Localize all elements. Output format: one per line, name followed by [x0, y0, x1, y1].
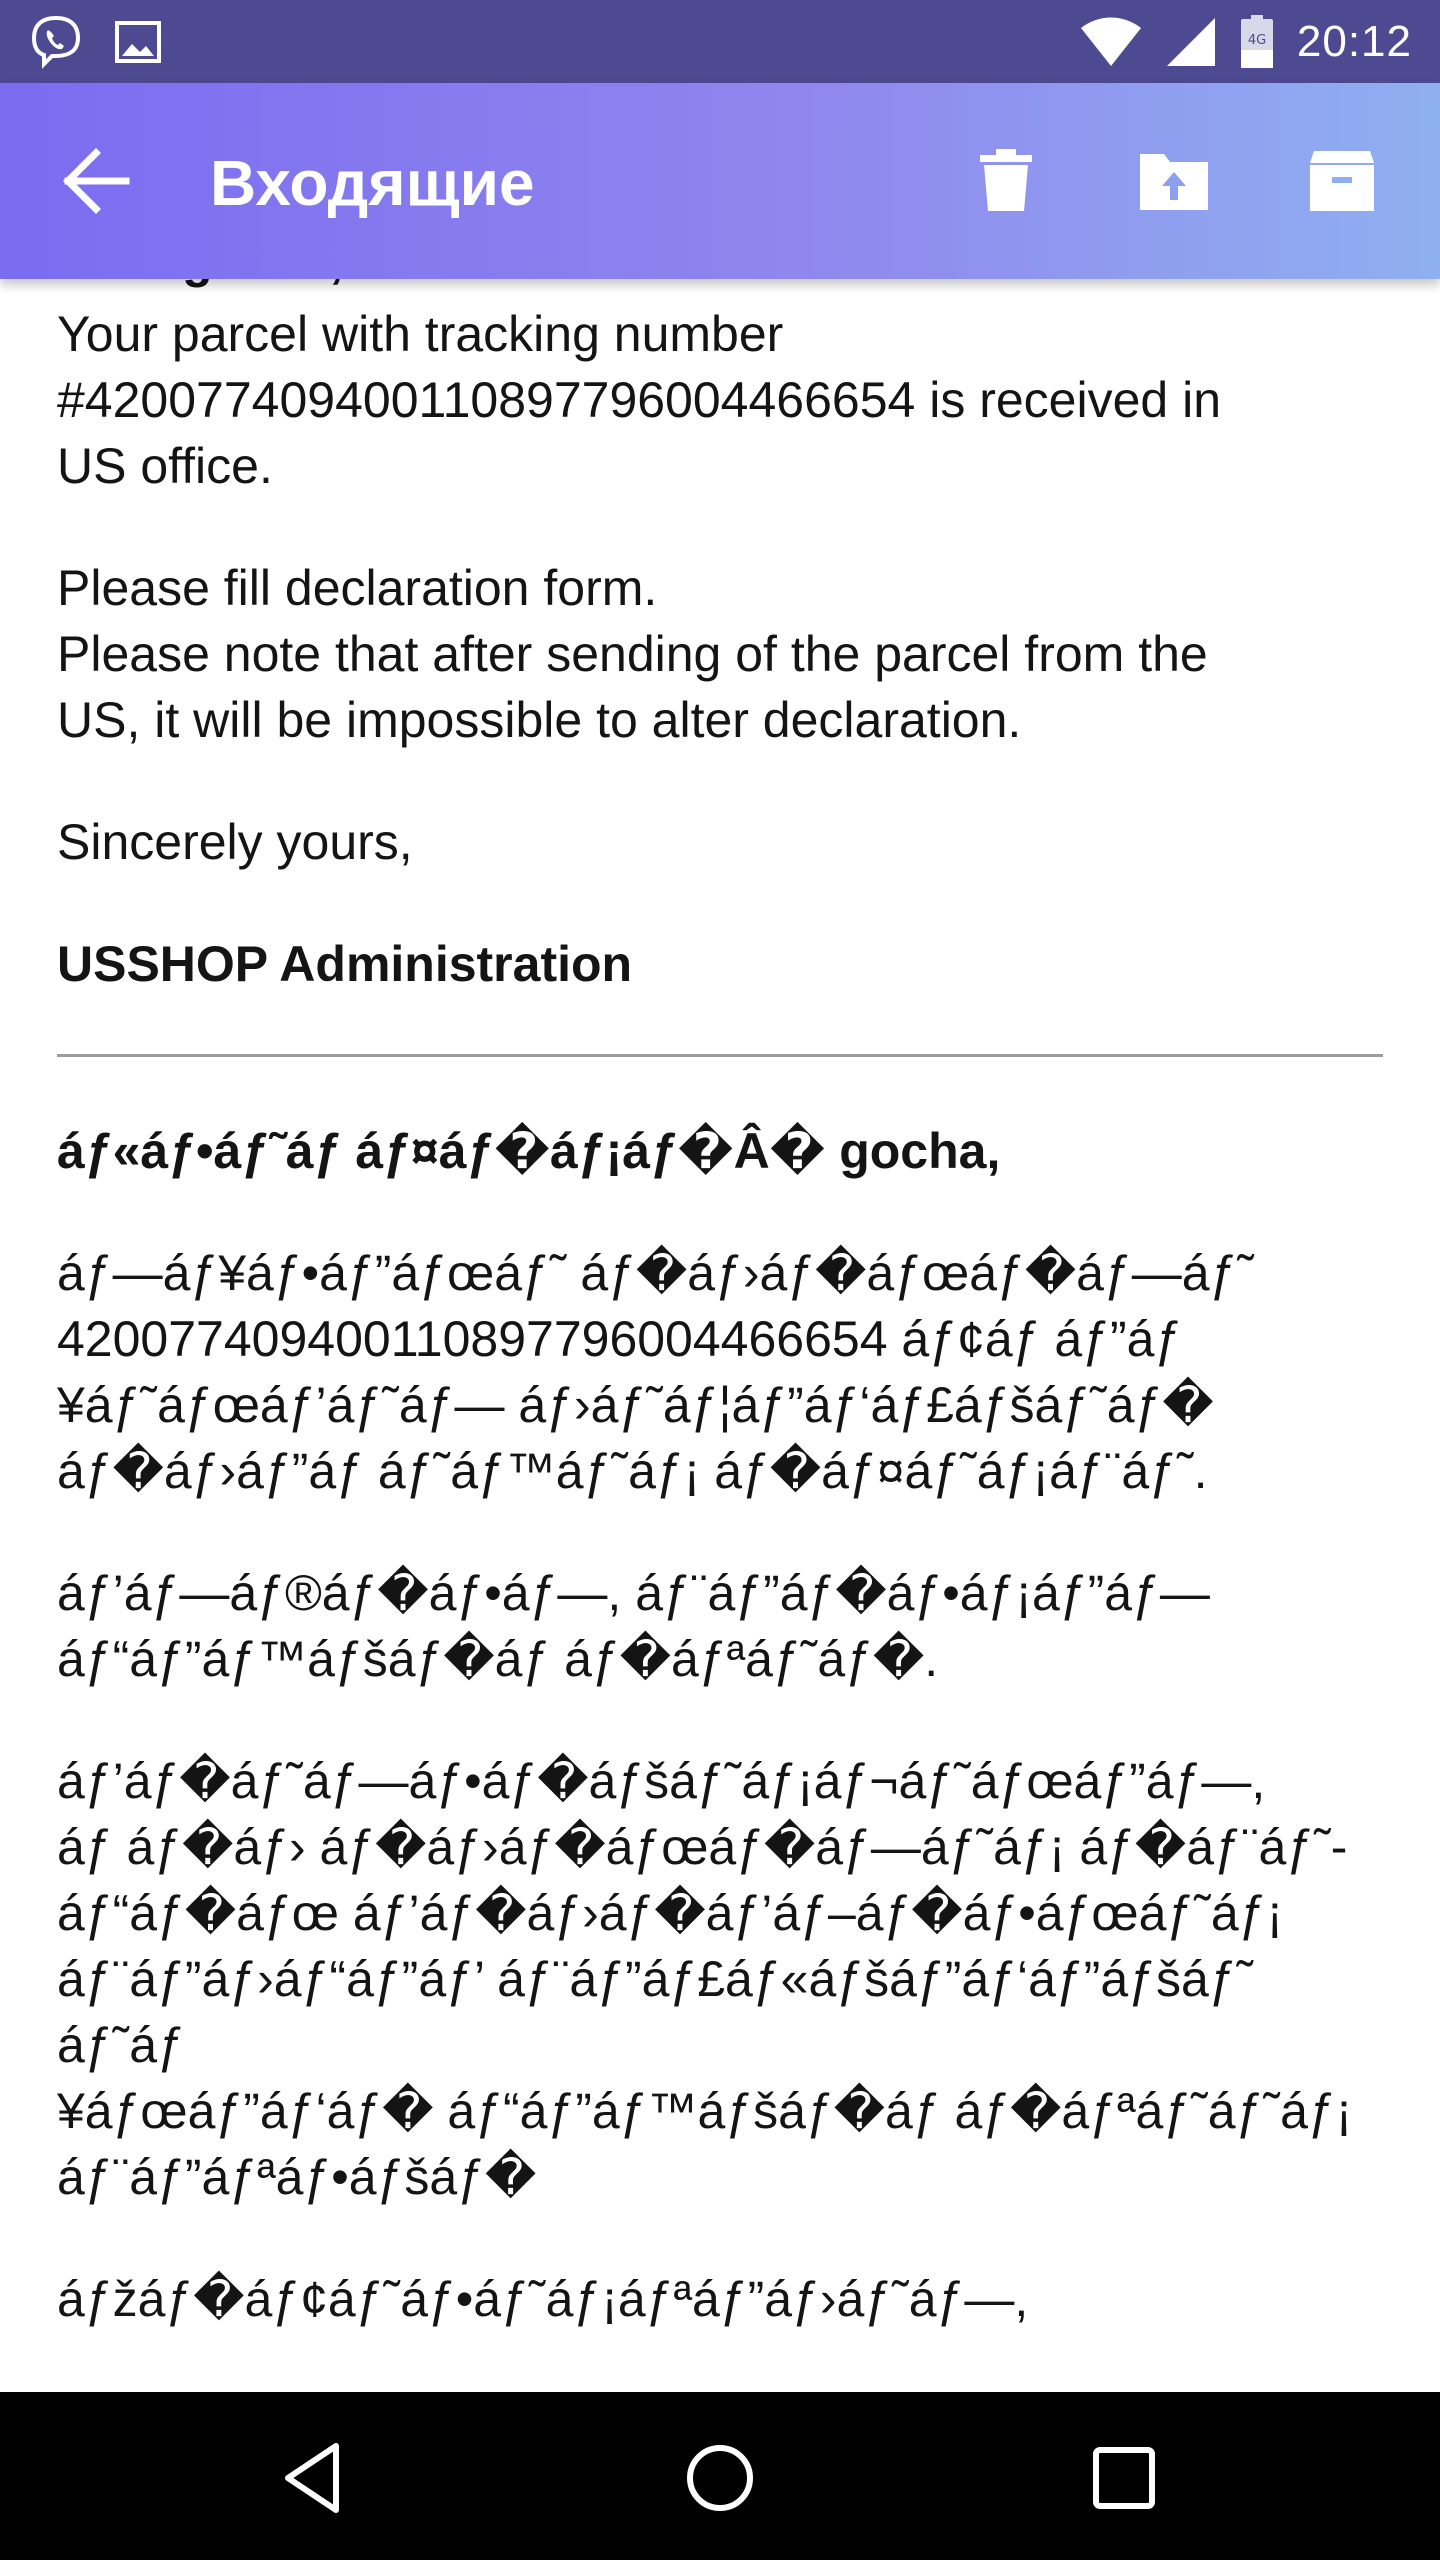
battery-icon — [1239, 14, 1275, 70]
app-bar — [0, 83, 1440, 279]
back-button[interactable] — [60, 147, 132, 215]
move-to-folder-icon — [1138, 150, 1210, 212]
back-arrow-icon — [60, 147, 132, 215]
nav-recents-button[interactable] — [1082, 2436, 1166, 2520]
status-bar — [0, 0, 1440, 83]
email-paragraph: áƒ’áƒ�áƒ˜áƒ—áƒ•áƒ�áƒšáƒ˜áƒ¡áƒ¬áƒ˜áƒœáƒ”áƒ—, áƒ áƒ�áƒ› áƒ�áƒ›áƒ�áƒœáƒ�áƒ—áƒ˜áƒ¡ áƒ�áƒ¨áƒ˜- áƒ“áƒ�áƒœ áƒ’áƒ�áƒ›áƒ�áƒ’áƒ–áƒ�áƒ•áƒœáƒ˜áƒ¡ áƒ¨áƒ”áƒ›áƒ“áƒ”áƒ’ áƒ¨áƒ”áƒ£áƒ«áƒšáƒ”áƒ‘áƒ”áƒšáƒ˜ áƒ˜áƒ ¥áƒœáƒ”áƒ‘áƒ� áƒ“áƒ”áƒ™áƒšáƒ�áƒ áƒ�áƒªáƒ˜áƒ˜áƒ¡ áƒ¨áƒ”áƒªáƒ•áƒšáƒ� — [57, 1753, 1353, 2205]
email-paragraph: áƒ’áƒ—áƒ®áƒ�áƒ•áƒ—, áƒ¨áƒ”áƒ�áƒ•áƒ¡áƒ”áƒ— áƒ“áƒ”áƒ™áƒšáƒ�áƒ áƒ�áƒªáƒ˜áƒ�. — [57, 1565, 1210, 1687]
email-greeting: áƒ«áƒ•áƒ˜áƒ áƒ¤áƒ�áƒ¡áƒ�Â� gocha, — [57, 1123, 1001, 1179]
navigation-bar — [0, 2392, 1440, 2560]
email-paragraph: áƒ—áƒ¥áƒ•áƒ”áƒœáƒ˜ áƒ�áƒ›áƒ�áƒœáƒ�áƒ—áƒ˜ 420077409400110897796004466654 áƒ¢áƒ áƒ”áƒ ¥áƒ˜áƒœáƒ’áƒ˜áƒ— áƒ›áƒ˜áƒ¦áƒ”áƒ‘áƒ£áƒšáƒ˜áƒ� áƒ�áƒ›áƒ”áƒ áƒ˜áƒ™áƒ˜áƒ¡ áƒ�áƒ¤áƒ˜áƒ¡áƒ¨áƒ˜. — [57, 1245, 1254, 1499]
clock: 20:12 — [1296, 16, 1412, 66]
move-to-folder-button[interactable] — [1136, 143, 1212, 219]
notification-icons — [28, 14, 162, 70]
archive-icon — [1308, 149, 1376, 213]
back-triangle-icon — [274, 2436, 358, 2520]
network-badge: 4G — [1247, 32, 1267, 48]
wifi-icon — [1079, 16, 1143, 68]
nav-back-button[interactable] — [274, 2436, 358, 2520]
email-body — [57, 279, 1387, 997]
cell-signal-icon — [1165, 16, 1217, 68]
email-paragraph: Your parcel with tracking number #420077409400110897796004466654 is received in US office. — [57, 306, 1222, 494]
nav-home-button[interactable] — [678, 2436, 762, 2520]
page-title: Входящие — [210, 147, 535, 219]
delete-icon — [978, 149, 1034, 213]
recents-square-icon — [1082, 2436, 1166, 2520]
email-body-garbled — [57, 1118, 1387, 2454]
email-signature: USSHOP Administration — [57, 936, 633, 992]
image-icon — [114, 20, 162, 64]
home-circle-icon — [678, 2436, 762, 2520]
delete-button[interactable] — [968, 143, 1044, 219]
viber-icon — [28, 14, 84, 70]
archive-button[interactable] — [1304, 143, 1380, 219]
email-closing: áƒžáƒ�áƒ¢áƒ˜áƒ•áƒ˜áƒ¡áƒªáƒ”áƒ›áƒ˜áƒ—, — [57, 2271, 1029, 2327]
divider — [57, 1054, 1383, 1057]
email-paragraph: Please fill declaration form. Please note that after sending of the parcel from the US, it will be impossible to alter declaration. — [57, 560, 1208, 748]
email-closing: Sincerely yours, — [57, 814, 413, 870]
